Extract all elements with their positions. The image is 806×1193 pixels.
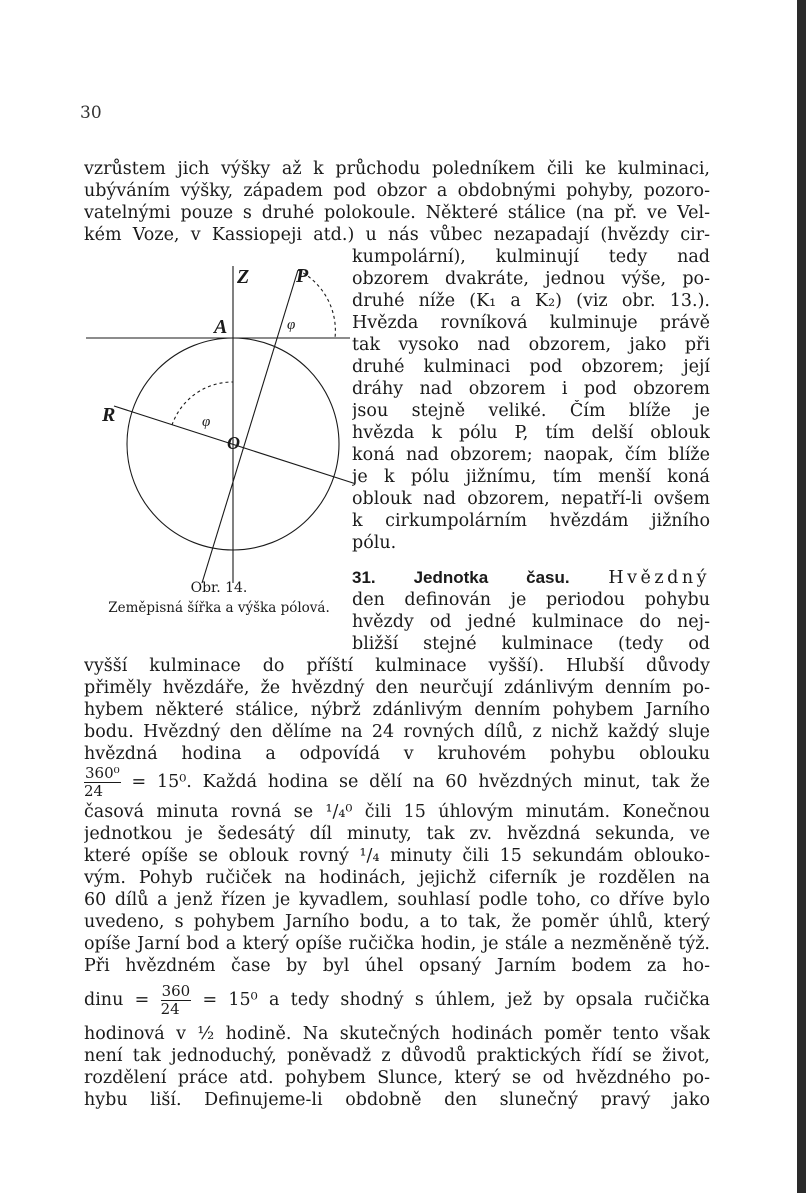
figure-caption-label: Obr. 14. [190,580,248,596]
figure-obr-14 [84,258,354,593]
text-line: přiměly hvězdáře, že hvězdný den neurčují zdánlivým denním po- [84,678,710,698]
text-line: časová minuta rovná se ¹/₄⁰ čili 15 úhlovým minutám. Konečnou [84,802,710,822]
text-line: Hvězda rovníková kulminuje právě [352,313,710,333]
text-line: hvězda k pólu P, tím delší oblouk [352,423,710,443]
text-line: oblouk nad obzorem, nepatří-li ovšem [352,489,710,509]
text-line: jsou stejně veliké. Čím blíže je [352,401,710,421]
text-line: Při hvězdném čase by byl úhel opsaný Jarním bodem za ho- [84,956,710,976]
text-line: pólu. [352,533,397,553]
text-line: obzorem dvakráte, jednou výše, po- [352,269,710,289]
text-line: druhé níže (K₁ a K₂) (viz obr. 13.). [352,291,710,311]
label-z: Z [237,266,250,288]
text-line: které opíše se oblouk rovný ¹/₄ minuty čili 15 sekundám oblouko- [84,846,710,866]
text-line: vyšší kulminace do příští kulminace vyšší). Hlubší důvody [84,656,710,676]
text-line: ubýváním výšky, západem pod obzor a obdobnými pohyby, pozoro- [84,181,710,201]
text-line: druhé kulminaci pod obzorem; její [352,357,710,377]
label-o: O [227,433,240,453]
label-phi-lower: φ [202,414,211,430]
text-line: den definován je periodou pohybu [352,590,710,610]
text-line: bodu. Hvězdný den dělíme na 24 rovných dílů, z nichž každý sluje [84,722,710,742]
text-line: kém Voze, v Kassiopeji atd.) u nás vůbec nezapadají (hvězdy cir- [84,225,710,245]
label-p: P [296,265,309,287]
text-line: hybem některé stálice, nýbrž zdánlivým denním pohybem Jarního [84,700,710,720]
text-line: není tak jednoduchý, poněvadž z důvodů praktických řídí se život, [84,1046,710,1066]
label-a: A [214,316,228,338]
page-edge-shadow [797,0,806,1193]
text-line: opíše Jarní bod a který opíše ručička hodin, je stále a nezměněně týž. [84,934,710,954]
text-line: dráhy nad obzorem i pod obzorem [352,379,710,399]
text-line: vým. Pohyb ručiček na hodinách, jejichž ciferník je rozdělen na [84,868,710,888]
section-heading: 31. Jednotka času. [352,568,570,587]
formula-text: = 15⁰ a tedy shodný s úhlem, jež by opsala ručička [202,990,710,1010]
formula-line-2 [84,982,710,1018]
text-line: je k pólu jižnímu, tím menší koná [352,467,710,487]
text-line: k cirkumpolárním hvězdám jižního [352,511,710,531]
label-phi-upper: φ [287,317,296,333]
page-number: 30 [80,103,102,123]
text-line: hybu liší. Definujeme-li obdobně den slunečný pravý jako [84,1090,710,1110]
text-line: jednotkou je šedesátý díl minuty, tak zv. hvězdná sekunda, ve [84,824,710,844]
text-line: tak vysoko nad obzorem, jako při [352,335,710,355]
text-line: vatelnými pouze s druhé polokoule. Některé stálice (na př. ve Vel- [84,203,710,223]
fraction-360-24: $\frac{\text{360⁰}}{24}$ [84,764,120,800]
text-line: rozdělení práce atd. pohybem Slunce, který se od hvězdného po- [84,1068,710,1088]
text-line: bližší stejné kulminace (tedy od [352,634,710,654]
text-line: hodinová v ½ hodině. Na skutečných hodinách poměr tento však [84,1024,710,1044]
text-line: uvedeno, s pohybem Jarního bodu, a to tak, že poměr úhlů, který [84,912,710,932]
text-line: hvězdy od jedné kulminace do nej- [352,612,710,632]
text-line: 60 dílů a jenž řízen je kyvadlem, souhlasí podle toho, co dříve bylo [84,890,710,910]
formula-prefix: dinu = [84,990,150,1010]
section-term: Hvězdný [608,568,710,588]
text-line: kumpolární), kulminují tedy nad [352,247,710,267]
label-r: R [102,404,116,426]
figure-caption-text: Zeměpisná šířka a výška pólová. [108,600,330,616]
section-heading-line [352,567,710,589]
formula-text: = 15⁰. Každá hodina se dělí na 60 hvězdných minut, tak že [131,772,710,792]
formula-line-1 [84,764,710,800]
text-line: vzrůstem jich výšky až k průchodu poledníkem čili ke kulminaci, [84,159,710,179]
text-line: hvězdná hodina a odpovídá v kruhovém pohybu oblouku [84,744,710,764]
fraction-360-24-b: $\frac{360}{24}$ [160,982,191,1018]
text-line: koná nad obzorem; naopak, čím blíže [352,445,710,465]
